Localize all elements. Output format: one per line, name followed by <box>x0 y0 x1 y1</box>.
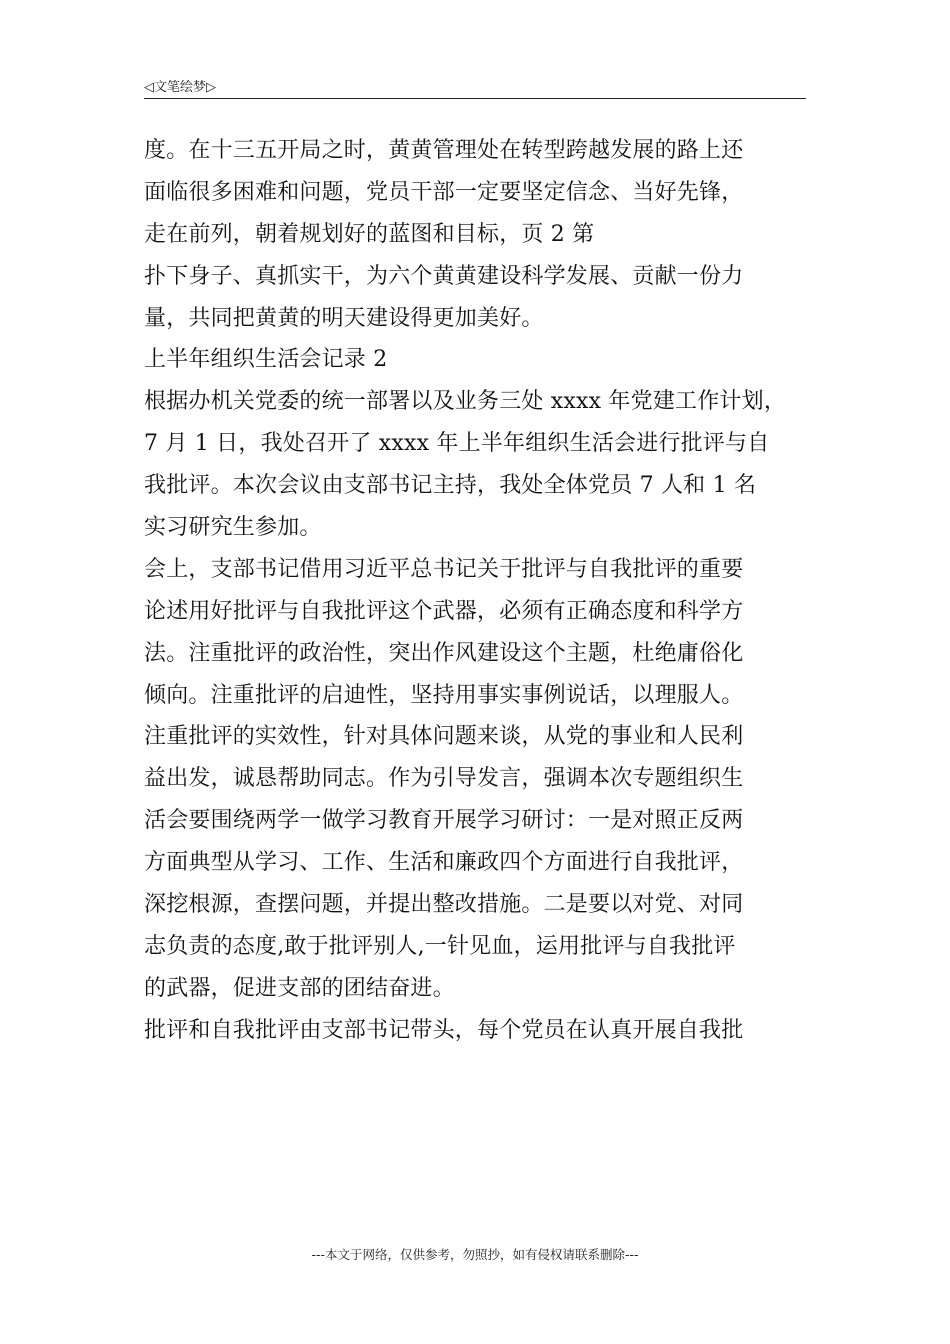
text-line: 论述用好批评与自我批评这个武器，必须有正确态度和科学方 <box>144 598 744 624</box>
page-footer: ---本文于网络，仅供参考，勿照抄，如有侵权请联系删除--- <box>311 1247 639 1262</box>
text-line: 批评和自我批评由支部书记带头，每个党员在认真开展自我批 <box>144 1017 744 1043</box>
text-line: 根据办机关党委的统一部署以及业务三处 xxxx 年党建工作计划， <box>144 389 787 415</box>
text-line: 度。在十三五开局之时，黄黄管理处在转型跨越发展的路上还 <box>144 138 744 163</box>
text-line: 活会要围绕两学一做学习教育开展学习研讨：一是对照正反两 <box>144 808 744 834</box>
text-line: 扑下身子、真抓实干，为六个黄黄建设科学发展、贡献一份力 <box>144 263 744 289</box>
header-title: ◁文笔绘梦▷ <box>144 80 216 95</box>
text-line: 实习研究生参加。 <box>144 515 322 541</box>
text-line: 面临很多困难和问题，党员干部一定要坚定信念、当好先锋， <box>144 179 744 205</box>
text-line: 走在前列，朝着规划好的蓝图和目标，页 2 第 <box>144 221 595 247</box>
text-line: 7 月 1 日，我处召开了 xxxx 年上半年组织生活会进行批评与自 <box>144 431 770 457</box>
text-line: 深挖根源，查摆问题，并提出整改措施。二是要以对党、对同 <box>144 892 744 918</box>
text-line: 的武器，促进支部的团结奋进。 <box>144 975 455 1001</box>
page-header <box>144 74 806 99</box>
text-line: 倾向。注重批评的启迪性，坚持用事实事例说话，以理服人。 <box>144 682 744 708</box>
text-line: 会上，支部书记借用习近平总书记关于批评与自我批评的重要 <box>144 556 744 582</box>
text-line: 方面典型从学习、工作、生活和廉政四个方面进行自我批评， <box>144 850 744 876</box>
document-body <box>144 130 824 1052</box>
text-line: 注重批评的实效性，针对具体问题来谈，从党的事业和人民利 <box>144 724 744 750</box>
text-line: 益出发，诚恳帮助同志。作为引导发言，强调本次专题组织生 <box>144 766 744 792</box>
text-line: 量，共同把黄黄的明天建设得更加美好。 <box>144 305 544 331</box>
section-heading: 上半年组织生活会记录 2 <box>144 347 388 373</box>
text-line: 法。注重批评的政治性，突出作风建设这个主题，杜绝庸俗化 <box>144 640 744 666</box>
text-line: 我批评。本次会议由支部书记主持，我处全体党员 7 人和 1 名 <box>144 473 757 499</box>
text-line: 志负责的态度,敢于批评别人,一针见血，运用批评与自我批评 <box>144 933 736 959</box>
